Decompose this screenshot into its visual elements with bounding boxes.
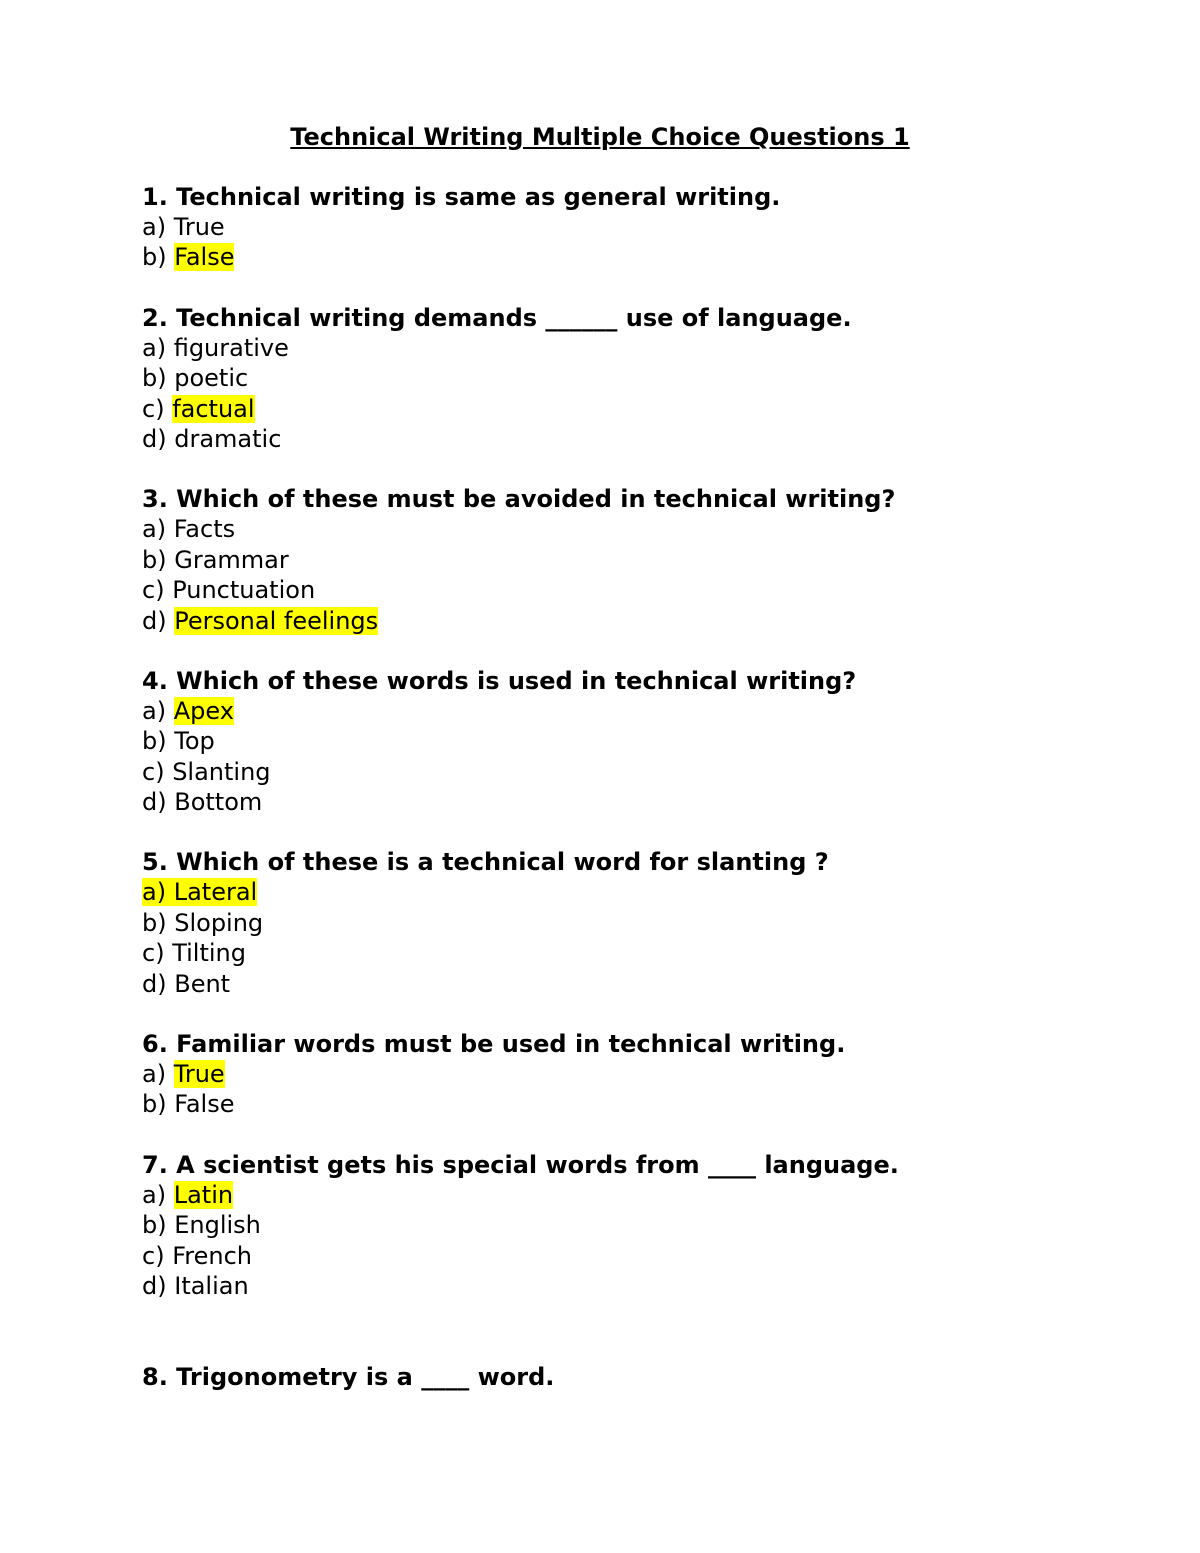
option-b: b) Sloping <box>142 908 264 937</box>
question-3 <box>142 484 1102 636</box>
option-c: c) Slanting <box>142 757 271 786</box>
option-a: a) True <box>142 1060 225 1089</box>
option-label: figurative <box>173 333 289 362</box>
question-4 <box>142 666 1102 818</box>
option-label: True <box>173 213 225 241</box>
option-c: c) Punctuation <box>142 576 316 605</box>
question-text: 1. Technical writing is same as general writing. <box>142 183 781 211</box>
answer-highlight: False <box>174 243 235 272</box>
option-label: French <box>172 1241 252 1270</box>
option-d: d) dramatic <box>142 424 282 453</box>
option-label: Punctuation <box>172 576 316 605</box>
option-b: b) Top <box>142 727 215 756</box>
question-text: 4. Which of these words is used in technical writing? <box>142 666 857 695</box>
answer-highlight: True <box>173 1060 225 1089</box>
option-label: Sloping <box>174 908 264 937</box>
option-label: Grammar <box>174 545 289 574</box>
option-b: b) poetic <box>142 364 249 393</box>
option-b: b) Grammar <box>142 545 289 574</box>
option-label: poetic <box>174 364 249 393</box>
question-text: 2. Technical writing demands ______ use of language. <box>142 303 852 332</box>
answer-highlight: a) Lateral <box>142 878 258 907</box>
question-list <box>142 182 1102 1392</box>
option-d: d) Bottom <box>142 788 263 817</box>
option-a: a) Latin <box>142 1180 234 1209</box>
option-a: a) figurative <box>142 333 289 362</box>
option-a: a) Facts <box>142 515 236 544</box>
option-d: d) Personal feelings <box>142 606 379 635</box>
answer-highlight: Personal feelings <box>174 606 379 635</box>
option-d: d) Bent <box>142 969 231 998</box>
option-b: b) False <box>142 1090 235 1119</box>
document-title: Technical Writing Multiple Choice Questions 1 <box>290 123 910 151</box>
option-label: English <box>174 1211 261 1240</box>
question-text: 8. Trigonometry is a ____ word. <box>142 1363 555 1392</box>
option-a: a) Apex <box>142 696 234 725</box>
option-label: Italian <box>174 1271 249 1300</box>
option-b: b) English <box>142 1211 261 1240</box>
option-label: Slanting <box>172 757 271 786</box>
question-text: 3. Which of these must be avoided in technical writing? <box>142 485 896 514</box>
question-5 <box>142 847 1102 999</box>
question-8 <box>142 1362 1102 1392</box>
option-label: Top <box>174 727 215 756</box>
question-1 <box>142 182 1102 273</box>
option-d: d) Italian <box>142 1271 249 1300</box>
question-text: 7. A scientist gets his special words from ____ language. <box>142 1150 899 1179</box>
option-c: c) factual <box>142 394 255 423</box>
option-c: c) Tilting <box>142 939 246 968</box>
option-a: a) True <box>142 213 225 241</box>
option-c: c) French <box>142 1241 252 1270</box>
question-2 <box>142 303 1102 455</box>
option-label: Tilting <box>172 939 246 968</box>
question-text: 6. Familiar words must be used in technical writing. <box>142 1030 846 1059</box>
question-6 <box>142 1029 1102 1120</box>
option-a <box>142 877 1102 907</box>
question-7 <box>142 1150 1102 1302</box>
option-label: dramatic <box>174 424 282 453</box>
question-text: 5. Which of these is a technical word for slanting ? <box>142 848 829 877</box>
option-label: Bent <box>174 969 231 998</box>
option-b: b) False <box>142 243 235 272</box>
option-label: Bottom <box>174 788 263 817</box>
answer-highlight: factual <box>172 394 255 423</box>
answer-highlight: Apex <box>173 696 234 725</box>
option-label: False <box>174 1090 235 1119</box>
answer-highlight: Latin <box>173 1180 234 1209</box>
option-label: Facts <box>173 515 236 544</box>
